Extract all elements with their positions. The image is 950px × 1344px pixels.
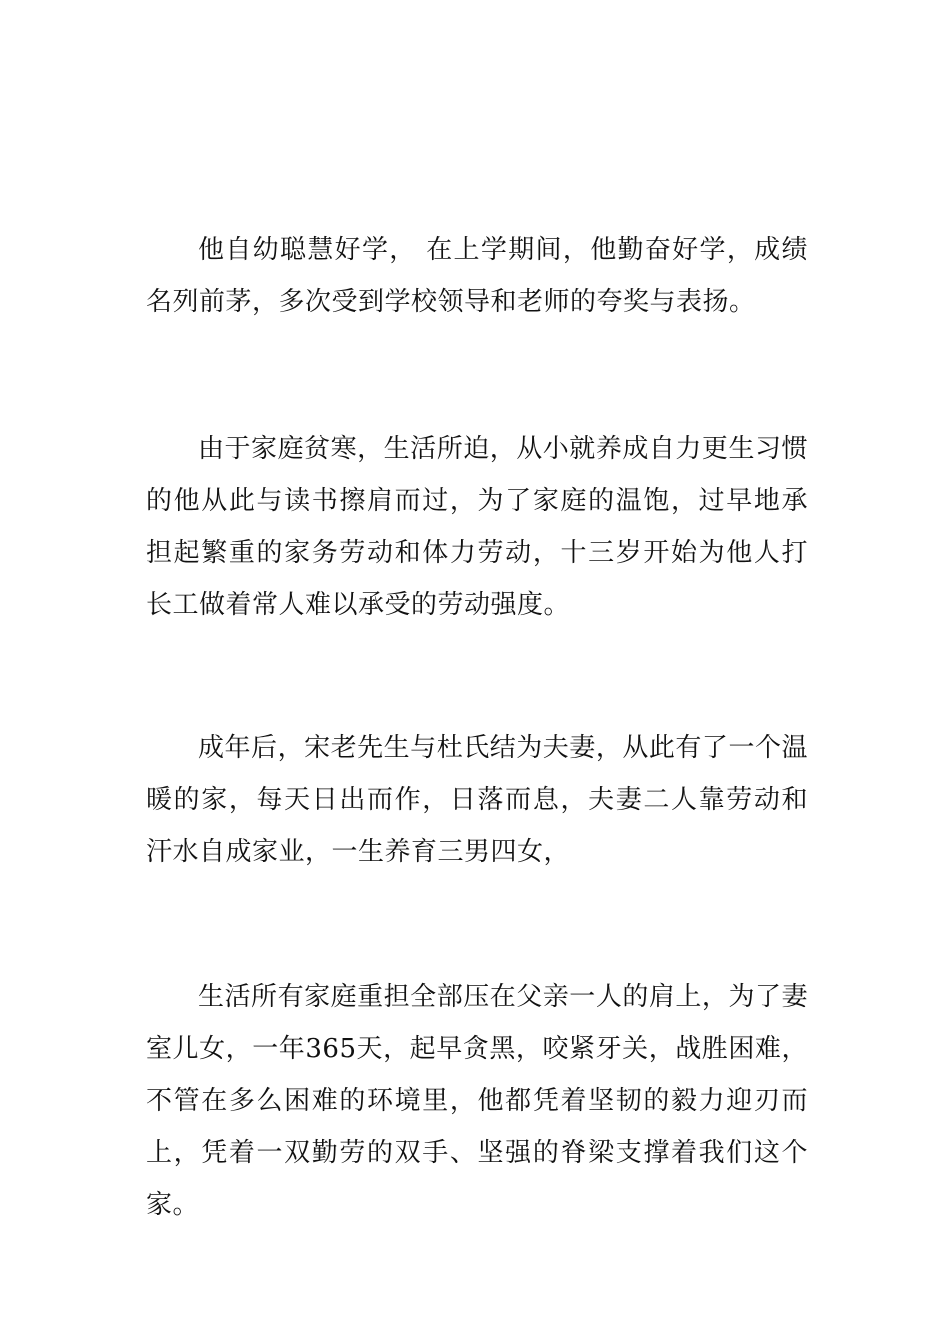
paragraph-family-burden: 生活所有家庭重担全部压在父亲一人的肩上，为了妻室儿女，一年365天，起早贪黑，咬紧牙关，战胜困难，不管在多么困难的环境里，他都凭着坚韧的毅力迎刃而上，凭着一双勤劳的双手、坚强的脊梁支撑着我们这个家。 <box>146 982 808 1220</box>
paragraph-poverty: 由于家庭贫寒，生活所迫，从小就养成自力更生习惯的他从此与读书擦肩而过，为了家庭的温饱，过早地承担起繁重的家务劳动和体力劳动，十三岁开始为他人打长工做着常人难以承受的劳动强度。 <box>146 434 808 620</box>
paragraph-marriage: 成年后，宋老先生与杜氏结为夫妻，从此有了一个温暖的家，每天日出而作，日落而息，夫妻二人靠劳动和汗水自成家业，一生养育三男四女， <box>146 733 808 867</box>
paragraph-childhood: 他自幼聪慧好学， 在上学期间，他勤奋好学，成绩名列前茅，多次受到学校领导和老师的夸奖与表扬。 <box>146 235 808 317</box>
